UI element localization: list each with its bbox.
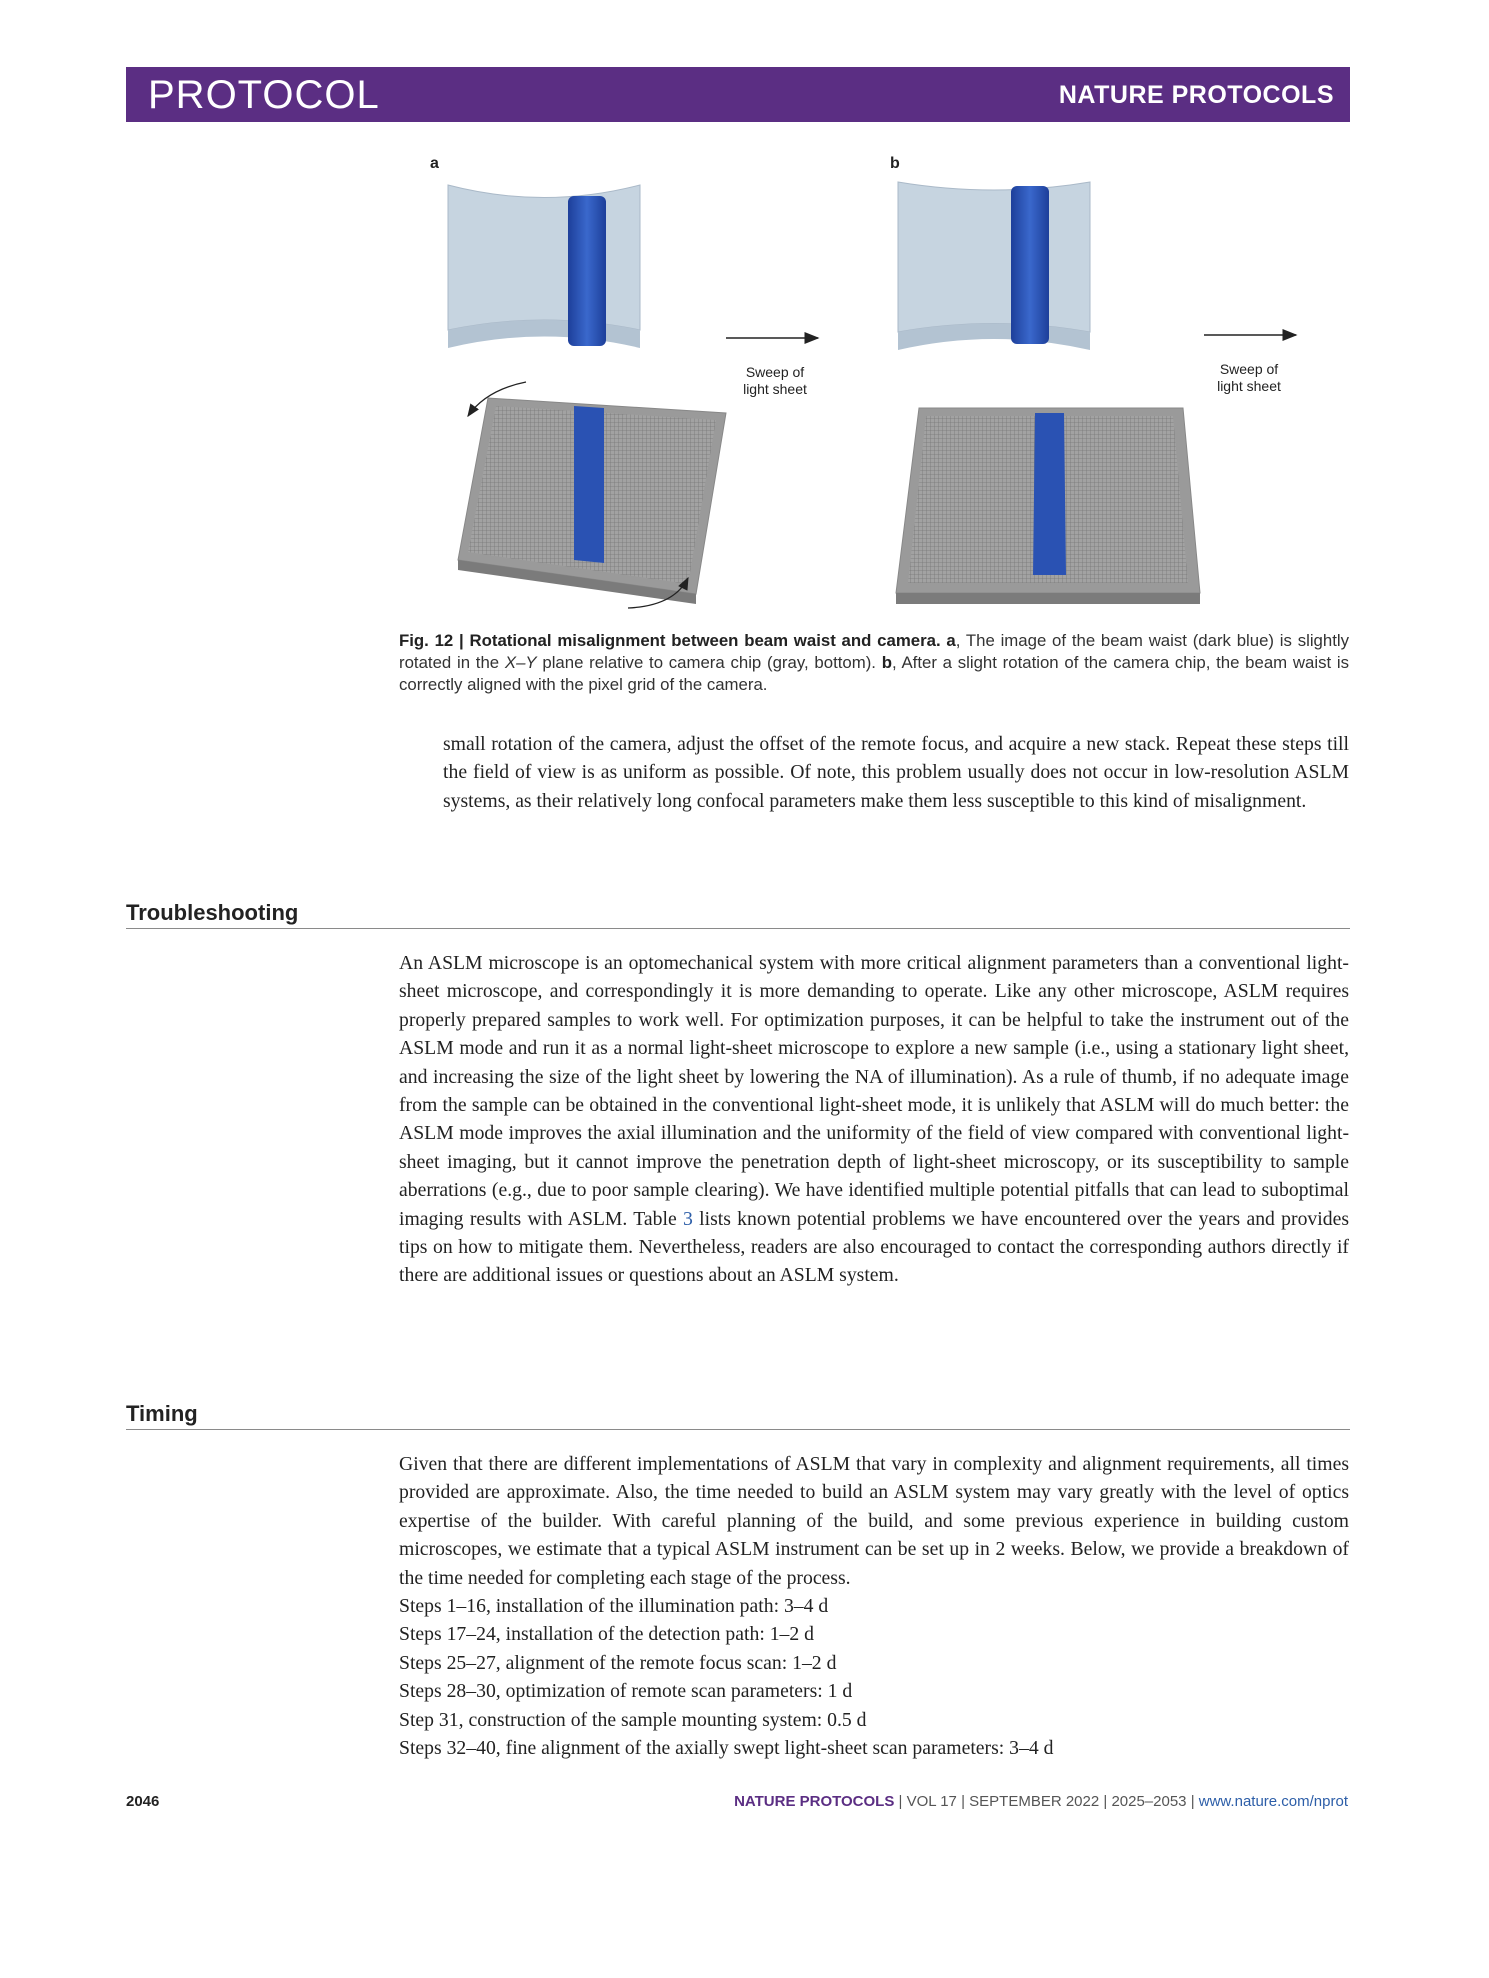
- panel-a-label: a: [430, 155, 439, 172]
- page-number: 2046: [126, 1793, 160, 1810]
- footer-journal: NATURE PROTOCOLS: [734, 1793, 895, 1810]
- footer-sep: |: [956, 1793, 970, 1810]
- caption-fig-label: Fig. 12 | Rotational misalignment between beam waist and camera.: [399, 631, 941, 650]
- beam-waist-b: [1011, 186, 1049, 344]
- timing-heading: [126, 1401, 1350, 1430]
- panel-a-light-sheet: [448, 185, 640, 348]
- caption-a-text-2: plane relative to camera chip (gray, bottom).: [536, 653, 882, 672]
- section-label: PROTOCOL: [148, 73, 380, 117]
- timing-heading-text: Timing: [126, 1401, 198, 1426]
- sweep-label-a-line2: light sheet: [743, 381, 807, 397]
- troubleshooting-heading: [126, 900, 1350, 929]
- timing-step: Steps 25–27, alignment of the remote focus scan: 1–2 d: [399, 1651, 837, 1674]
- caption-a-text-1: , The image of the beam waist (dark blue) is slightly rotated in the: [399, 631, 1349, 672]
- header-bar: [126, 67, 1350, 122]
- sweep-label-a-line1: Sweep of: [745, 364, 805, 380]
- camera-chip-a: [458, 398, 726, 604]
- panel-b-label: b: [890, 155, 900, 172]
- footer-date: SEPTEMBER 2022: [969, 1793, 1100, 1810]
- beam-image-a: [574, 406, 604, 563]
- footer-volume: VOL 17: [906, 1793, 957, 1810]
- sweep-label-b-line1: Sweep of: [1219, 361, 1279, 377]
- table-3-link[interactable]: 3: [683, 1207, 693, 1230]
- timing-step: Step 31, construction of the sample mounting system: 0.5 d: [399, 1708, 867, 1731]
- timing-intro: Given that there are different implementations of ASLM that vary in complexity and alignment requirements, all times provided are approximate. Also, the time needed to build an ASLM system may vary greatly with the level of optics expertise of the builder. With careful planning of the build, and some previous experience in building custom microscopes, we estimate that a typical ASLM instrument can be set up in 2 weeks. Below, we provide a breakdown of the time needed for completing each stage of the process.: [399, 1453, 1349, 1589]
- panel-b-light-sheet: [898, 182, 1090, 350]
- footer-sep: |: [1186, 1793, 1199, 1810]
- troubleshooting-text-1: An ASLM microscope is an optomechanical system with more critical alignment parameters than a conventional light-sheet microscope, and correspondingly it is more demanding to operate. Like any other microscope, ASLM requires properly prepared samples to work well. For optimization purposes, it can be helpful to take the instrument out of the ASLM mode and run it as a normal light-sheet microscope to explore a new sample (i.e., using a stationary light sheet, and increasing the size of the light sheet by lowering the NA of illumination). As a rule of thumb, if no adequate image from the sample can be obtained in the conventional light-sheet mode, it is unlikely that ASLM will do much better: the ASLM mode improves the axial illumination and the uniformity of the field of view compared with conventional light-sheet imaging, but it cannot improve the penetration depth of light-sheet microscopy, or its susceptibility to sample aberrations (e.g., due to poor sample clearing). We have identified multiple potential pitfalls that can lead to suboptimal imaging results with ASLM. Table: [399, 952, 1349, 1230]
- troubleshooting-paragraph: [399, 949, 1349, 1290]
- troubleshooting-heading-text: Troubleshooting: [126, 900, 299, 925]
- timing-step: Steps 17–24, installation of the detection path: 1–2 d: [399, 1623, 815, 1646]
- footer-sep: |: [894, 1793, 907, 1810]
- footer-url-link[interactable]: www.nature.com/nprot: [1198, 1793, 1348, 1810]
- caption-b-text: , After a slight rotation of the camera chip, the beam waist is correctly aligned with the pixel grid of the camera.: [399, 653, 1350, 694]
- sweep-label-b-line2: light sheet: [1217, 378, 1281, 394]
- footer-citation: [734, 1793, 1348, 1810]
- footer-sep: |: [1099, 1793, 1112, 1810]
- timing-section: [399, 1450, 1349, 1762]
- caption-axes: X–Y: [504, 653, 537, 672]
- footer-pages: 2025–2053: [1111, 1793, 1187, 1810]
- journal-name: NATURE PROTOCOLS: [1058, 81, 1334, 109]
- camera-chip-b: [896, 408, 1200, 604]
- figure-12: [426, 150, 1350, 620]
- beam-waist-a: [568, 196, 606, 346]
- continuation-paragraph: small rotation of the camera, adjust the offset of the remote focus, and acquire a new stack. Repeat these steps till the field of view is as uniform as possible. Of note, this problem usually does not occur in low-resolution ASLM systems, as their relatively long confocal parameters make them less susceptible to this kind of misalignment.: [443, 733, 1349, 812]
- troubleshooting-text-2: lists known potential problems we have encountered over the years and provides tips on how to mitigate them. Nevertheless, readers are also encouraged to contact the corresponding authors directly if there are additional issues or questions about an ASLM system.: [399, 1207, 1349, 1287]
- caption-a-label: a: [946, 631, 956, 650]
- timing-step: Steps 28–30, optimization of remote scan parameters: 1 d: [399, 1680, 853, 1703]
- beam-image-b: [1033, 413, 1066, 575]
- caption-b-label: b: [881, 653, 892, 672]
- timing-step: Steps 32–40, fine alignment of the axially swept light-sheet scan parameters: 3–4 d: [399, 1737, 1054, 1760]
- timing-step: Steps 1–16, installation of the illumination path: 3–4 d: [399, 1595, 829, 1618]
- figure-12-graphic: [426, 150, 1350, 620]
- figure-caption: [399, 630, 1349, 696]
